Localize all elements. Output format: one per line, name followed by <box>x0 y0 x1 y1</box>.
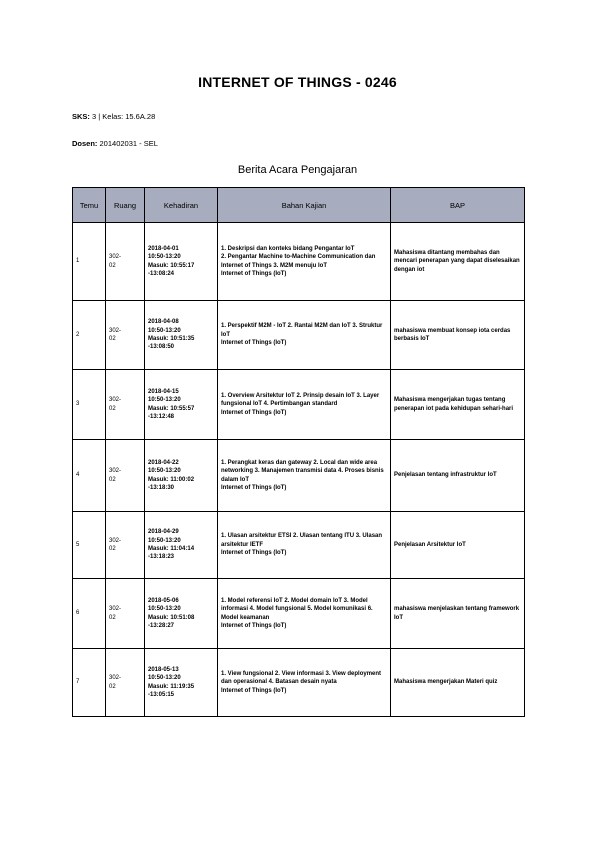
cell-temu: 7 <box>73 649 106 717</box>
table-row <box>73 649 525 717</box>
cell-bahan-kajian: 1. Model referensi IoT 2. Model domain IoT 3. Model informasi 4. Model fungsional 5. Model komunikasi 6. Model keamanan Internet of Things (IoT) <box>218 579 391 649</box>
cell-temu: 4 <box>73 440 106 512</box>
cell-ruang: 302- 02 <box>106 649 145 717</box>
cell-bahan-kajian: 1. Perspektif M2M - IoT 2. Rantai M2M dan IoT 3. Struktur IoT Internet of Things (IoT) <box>218 301 391 370</box>
cell-temu: 2 <box>73 301 106 370</box>
table-row <box>73 579 525 649</box>
cell-kehadiran: 2018-04-22 10:50-13:20 Masuk: 11:00:02 -13:18:30 <box>145 440 218 512</box>
table-row <box>73 370 525 440</box>
dosen-label: Dosen: <box>72 139 98 148</box>
cell-bap: Mahasiswa mengerjakan tugas tentang penerapan iot pada kehidupan sehari-hari <box>391 370 525 440</box>
cell-kehadiran: 2018-05-06 10:50-13:20 Masuk: 10:51:08 -13:28:27 <box>145 579 218 649</box>
cell-ruang: 302- 02 <box>106 579 145 649</box>
col-header-kehadiran: Kehadiran <box>145 188 218 223</box>
table-row <box>73 512 525 579</box>
dosen-line <box>72 139 158 148</box>
cell-temu: 6 <box>73 579 106 649</box>
cell-bahan-kajian: 1. Deskripsi dan konteks bidang Pengantar IoT 2. Pengantar Machine to-Machine Communication dan Internet of Things 3. M2M menuju IoT Internet of Things (IoT) <box>218 223 391 301</box>
cell-bahan-kajian: 1. View fungsional 2. View informasi 3. View deployment dan operasional 4. Batasan desain nyata Internet of Things (IoT) <box>218 649 391 717</box>
cell-ruang: 302- 02 <box>106 440 145 512</box>
cell-kehadiran: 2018-04-29 10:50-13:20 Masuk: 11:04:14 -13:18:23 <box>145 512 218 579</box>
cell-temu: 5 <box>73 512 106 579</box>
cell-temu: 1 <box>73 223 106 301</box>
cell-ruang: 302- 02 <box>106 301 145 370</box>
cell-bahan-kajian: 1. Perangkat keras dan gateway 2. Local dan wide area networking 3. Manajemen transmisi data 4. Proses bisnis dalam IoT Internet of Things (IoT) <box>218 440 391 512</box>
col-header-ruang: Ruang <box>106 188 145 223</box>
cell-bap: mahasiswa menjelaskan tentang framework IoT <box>391 579 525 649</box>
cell-bahan-kajian: 1. Overview Arsitektur IoT 2. Prinsip desain IoT 3. Layer fungsional IoT 4. Pertimbangan standard Internet of Things (IoT) <box>218 370 391 440</box>
table-row <box>73 301 525 370</box>
cell-kehadiran: 2018-05-13 10:50-13:20 Masuk: 11:19:35 -13:05:15 <box>145 649 218 717</box>
cell-bap: mahasiswa membuat konsep iota cerdas berbasis IoT <box>391 301 525 370</box>
cell-temu: 3 <box>73 370 106 440</box>
cell-bap: Penjelasan tentang infrastruktur IoT <box>391 440 525 512</box>
document-title: INTERNET OF THINGS - 0246 <box>198 74 397 90</box>
col-header-temu: Temu <box>73 188 106 223</box>
sks-label: SKS: <box>72 112 90 121</box>
cell-bap: Mahasiswa ditantang membahas dan mencari penerapan yang dapat diselesaikan dengan iot <box>391 223 525 301</box>
sks-line <box>72 112 155 121</box>
cell-ruang: 302- 02 <box>106 370 145 440</box>
cell-bap: Penjelasan Arsitektur IoT <box>391 512 525 579</box>
cell-ruang: 302- 02 <box>106 512 145 579</box>
table-row <box>73 223 525 301</box>
cell-kehadiran: 2018-04-08 10:50-13:20 Masuk: 10:51:35 -13:08:50 <box>145 301 218 370</box>
cell-ruang: 302- 02 <box>106 223 145 301</box>
col-header-bap: BAP <box>391 188 525 223</box>
cell-bap: Mahasiswa mengerjakan Materi quiz <box>391 649 525 717</box>
teaching-record-table <box>72 187 525 717</box>
section-subtitle: Berita Acara Pengajaran <box>237 164 358 176</box>
table-header-row <box>73 188 525 223</box>
table-row <box>73 440 525 512</box>
dosen-value: 201402031 - SEL <box>99 139 158 148</box>
sks-value: 3 | Kelas: 15.6A.28 <box>92 112 156 121</box>
col-header-bahan-kajian: Bahan Kajian <box>218 188 391 223</box>
cell-bahan-kajian: 1. Ulasan arsitektur ETSI 2. Ulasan tentang ITU 3. Ulasan arsitektur IETF Internet of Things (IoT) <box>218 512 391 579</box>
cell-kehadiran: 2018-04-01 10:50-13:20 Masuk: 10:55:17 -13:08:24 <box>145 223 218 301</box>
cell-kehadiran: 2018-04-15 10:50-13:20 Masuk: 10:55:57 -13:12:48 <box>145 370 218 440</box>
